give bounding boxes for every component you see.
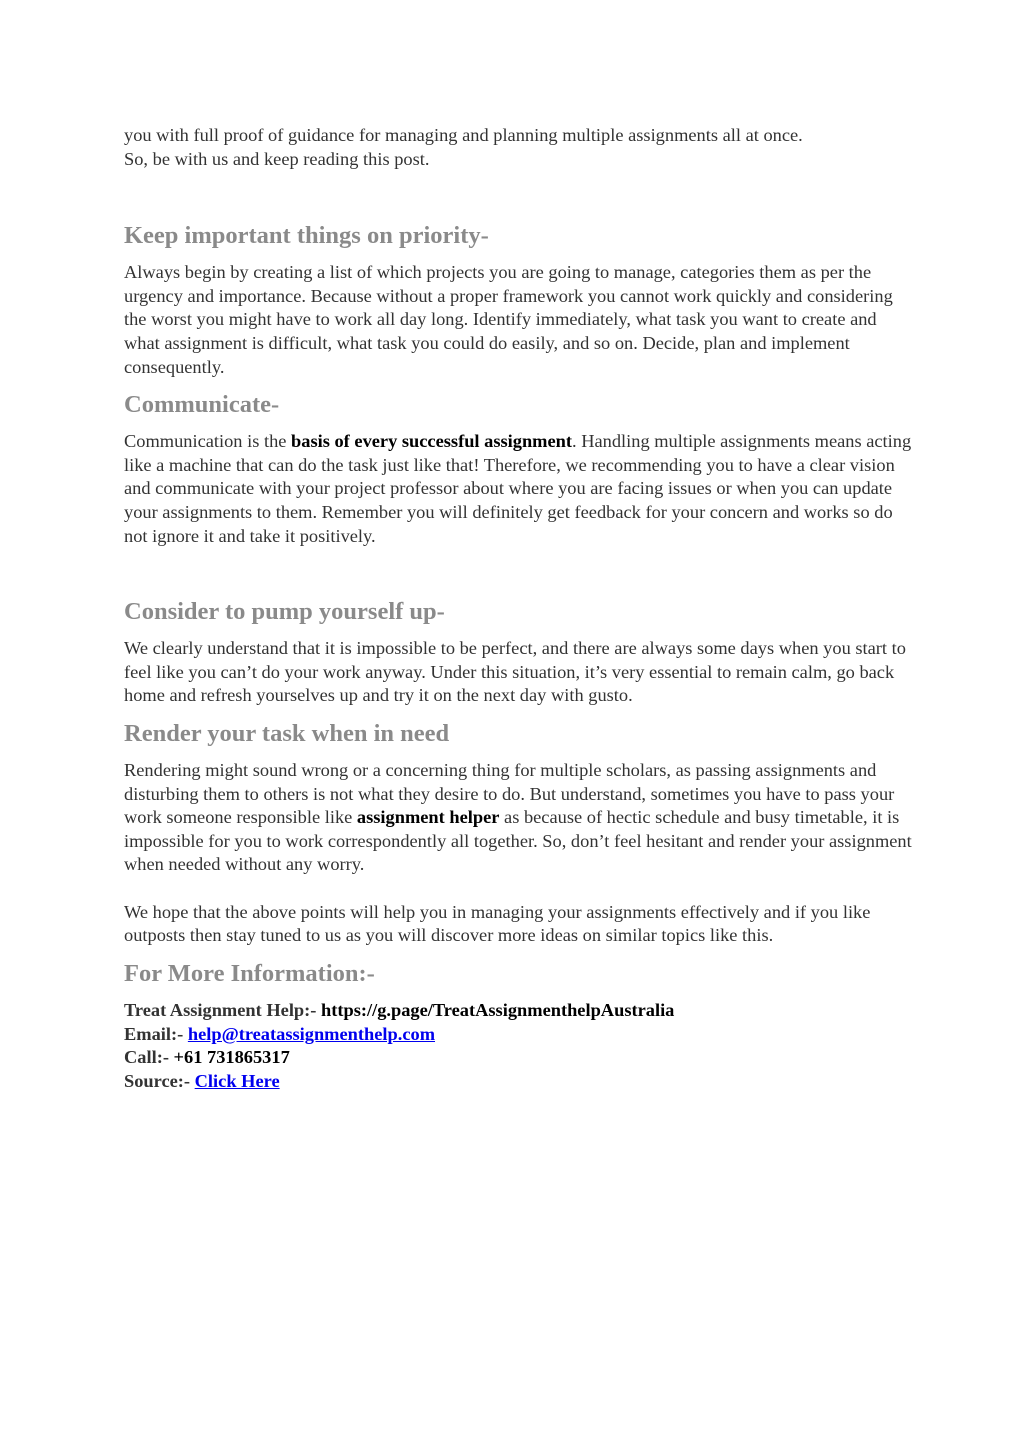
heading-communicate: Communicate- <box>124 391 280 419</box>
communicate-bold-phrase: basis of every successful assignment <box>291 431 573 452</box>
paragraph-communicate <box>124 430 914 548</box>
heading-pump-up: Consider to pump yourself up- <box>124 598 445 626</box>
contact-row-treat <box>124 999 914 1023</box>
call-label: Call:- <box>124 1047 174 1068</box>
document-page <box>124 124 914 1093</box>
treat-label: Treat Assignment Help:- <box>124 1000 322 1021</box>
communicate-text-end: . Handling multiple assignments means acting like a machine that can do the task just like that! Therefore, we recommending you to have a clear vision and communicate with your project professor about where you are facing issues or when you can update your assignments to them. Remember you will definitely get feedback for your concern and works so do not ignore it and take it positively. <box>124 431 912 546</box>
communicate-text-start: Communication is the <box>124 431 292 452</box>
paragraph-pump-up: We clearly understand that it is impossible to be perfect, and there are always some days when you start to feel like you can’t do your work anyway. Under this situation, it’s very essential to remain calm, go back home and refresh yourselves up and try it on the next day with gusto. <box>124 638 906 706</box>
call-number: +61 731865317 <box>173 1047 290 1068</box>
contact-row-call <box>124 1046 914 1070</box>
render-text-end: as because of hectic schedule and busy timetable, it is impossible for you to work correspondently all together. So, don’t feel hesitant and render your assignment when needed without any worry. <box>124 807 912 875</box>
intro-paragraph <box>124 124 914 171</box>
source-label: Source:- <box>124 1070 195 1091</box>
email-link[interactable]: help@treatassignmenthelp.com <box>187 1023 436 1044</box>
treat-url: https://g.page/TreatAssignmenthelpAustralia <box>321 1000 675 1021</box>
source-link[interactable]: Click Here <box>194 1070 280 1091</box>
intro-line-1: you with full proof of guidance for managing and planning multiple assignments all at once. <box>124 125 803 145</box>
contact-row-email <box>124 1023 914 1047</box>
render-bold-phrase: assignment helper <box>356 807 500 828</box>
intro-line-2: So, be with us and keep reading this post. <box>124 148 430 169</box>
paragraph-render-task <box>124 759 914 877</box>
heading-priority: Keep important things on priority- <box>124 222 489 250</box>
paragraph-closing: We hope that the above points will help you in managing your assignments effectively and if you like outposts then stay tuned to us as you will discover more ideas on similar topics like this. <box>124 901 871 946</box>
paragraph-priority: Always begin by creating a list of which projects you are going to manage, categories them as per the urgency and importance. Because without a proper framework you cannot work quickly and considering the worst you might have to work all day long. Identify immediately, what task you want to create and what assignment is difficult, what task you could do easily, and so on. Decide, plan and implement consequently. <box>124 262 893 377</box>
contact-block <box>124 999 914 1093</box>
contact-row-source <box>124 1070 914 1094</box>
render-text-start: Rendering might sound wrong or a concerning thing for multiple scholars, as passing assignments and disturbing them to others is not what they desire to do. But understand, sometimes you have to pass your work someone responsible like <box>124 759 895 828</box>
email-label: Email:- <box>124 1023 188 1044</box>
heading-more-info: For More Information:- <box>124 960 375 988</box>
heading-render-task: Render your task when in need <box>124 719 450 747</box>
